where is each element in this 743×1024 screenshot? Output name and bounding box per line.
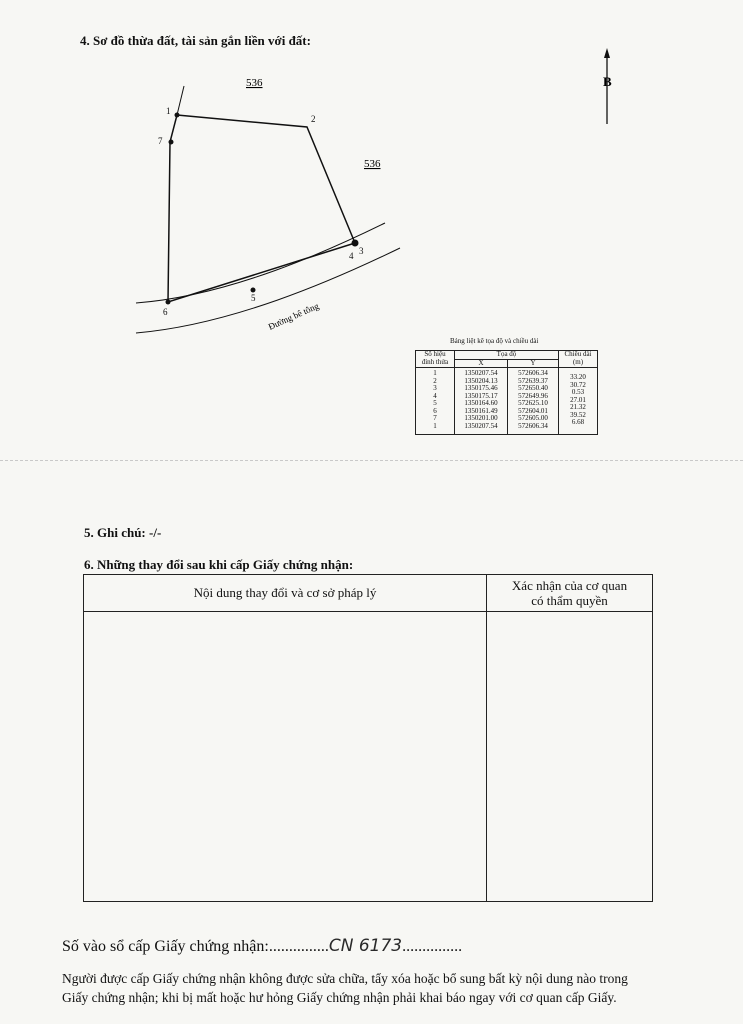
vertex-label-5: 5 <box>251 293 256 303</box>
page-fold-line <box>0 460 743 461</box>
neighbor-parcel-top: 536 <box>246 77 263 89</box>
changes-confirm-header: Xác nhận của cơ quan có thẩm quyền <box>487 575 653 612</box>
point-ids-cell: 1 2 3 4 5 6 7 1 <box>416 368 455 435</box>
col-y-header: Y <box>508 359 559 368</box>
col-x-header: X <box>455 359 508 368</box>
col-point-header: Số hiệu đỉnh thửa <box>416 351 455 368</box>
boundary-tick <box>177 86 184 115</box>
changes-content-cell <box>84 612 487 902</box>
vertex-7 <box>169 140 174 145</box>
changes-confirm-cell <box>487 612 653 902</box>
footer-note <box>62 969 628 1007</box>
registry-dots-after: ............... <box>402 938 463 955</box>
vertex-3-4 <box>352 240 359 247</box>
road-edge-upper <box>136 223 385 303</box>
road-edge-lower <box>136 248 400 333</box>
registry-number: CN 6173 <box>328 936 403 956</box>
coordinate-table <box>415 350 598 435</box>
neighbor-parcel-right: 536 <box>364 158 381 170</box>
y-values-cell: 572606.34 572639.37 572650.40 572649.96 572625.10 572604.01 572605.00 572606.34 <box>508 368 559 435</box>
vertex-label-6: 6 <box>163 307 168 317</box>
section-4-title: 4. Sơ đồ thừa đất, tài sản gắn liền với đất: <box>80 33 311 48</box>
coord-table-caption: Bảng liệt kê tọa độ và chiều dài <box>450 337 539 345</box>
changes-content-header: Nội dung thay đổi và cơ sở pháp lý <box>84 575 487 612</box>
registry-line <box>62 936 462 956</box>
col-length-header: Chiều dài (m) <box>559 351 598 368</box>
x-values-cell: 1350207.54 1350204.13 1350175.46 1350175.17 1350164.60 1350161.49 1350201.00 1350207.54 <box>455 368 508 435</box>
north-label: B <box>603 74 612 89</box>
vertex-1 <box>175 113 180 118</box>
section-6-title: 6. Những thay đổi sau khi cấp Giấy chứng nhận: <box>84 557 354 572</box>
road-label: Đường bê tông <box>266 300 321 332</box>
footer-note-line-1: Người được cấp Giấy chứng nhận không được sửa chữa, tẩy xóa hoặc bổ sung bất kỳ nội dung nào trong <box>62 971 628 986</box>
vertex-5 <box>251 288 256 293</box>
vertex-label-3: 3 <box>359 246 364 256</box>
vertex-6 <box>166 300 171 305</box>
registry-dots-before: ............... <box>268 938 329 955</box>
vertex-label-1: 1 <box>166 106 171 116</box>
parcel-boundary <box>168 115 355 302</box>
vertex-label-2: 2 <box>311 114 316 124</box>
section-5-title: 5. Ghi chú: -/- <box>84 525 162 540</box>
vertex-label-7: 7 <box>158 136 163 146</box>
col-coord-header: Tọa độ <box>455 351 559 360</box>
registry-label: Số vào sổ cấp Giấy chứng nhận: <box>62 938 269 955</box>
parcel-map <box>0 0 743 470</box>
vertex-label-4: 4 <box>349 251 354 261</box>
footer-note-line-2: Giấy chứng nhận; khi bị mất hoặc hư hỏng Giấy chứng nhận phải khai báo ngay với cơ quan cấp Giấy. <box>62 990 617 1005</box>
changes-table <box>83 574 653 902</box>
length-values-cell: 33.20 30.72 0.53 27.01 21.32 39.52 6.68 <box>559 368 598 435</box>
